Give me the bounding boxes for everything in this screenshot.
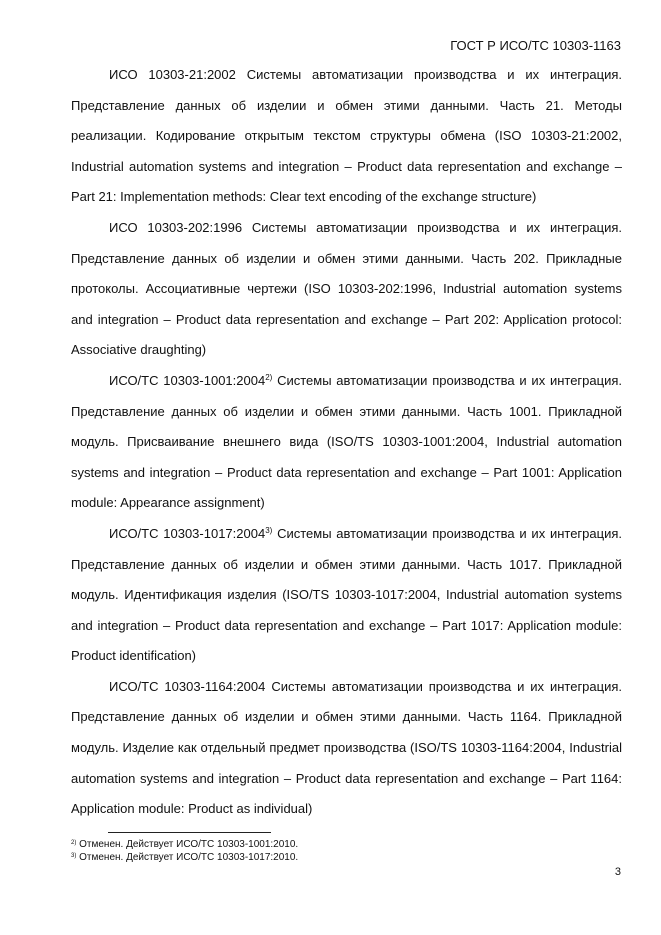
footnotes xyxy=(71,838,622,864)
footnote-divider xyxy=(108,832,271,833)
reference-paragraph xyxy=(71,366,622,519)
reference-paragraph xyxy=(71,213,622,366)
reference-paragraph xyxy=(71,672,622,825)
footnote xyxy=(71,838,622,851)
standard-reference: ИСО/ТС 10303-1001:2004$^{2)}$ xyxy=(109,372,273,388)
page-number: 3 xyxy=(614,866,621,878)
standard-description: Системы автоматизации производства и их интеграция. Представление данных об изделии и обмен этими данными. Часть 1017. Прикладной модуль. Идентификация изделия (ISO/TS 10303-1017:2004, Industrial automation systems and integration – Product data representation and exchange – Part 1017: Application module: Product identification) xyxy=(71,525,622,664)
standard-description: Системы автоматизации производства и их интеграция. Представление данных об изделии и обмен этими данными. Часть 1164. Прикладной модуль. Изделие как отдельный предмет производства (ISO/TS 10303-1164:2004, Industrial automation systems and integration – Product data representation and exchange – Part 1164: Application module: Product as individual) xyxy=(71,678,623,817)
footnote-text: Отменен. Действует ИСО/ТС 10303-1001:2010. xyxy=(79,839,299,850)
standard-reference: ИСО/ТС 10303-1164:2004 xyxy=(109,678,266,694)
reference-paragraph xyxy=(71,519,622,672)
footnote-mark: 3) xyxy=(71,853,77,859)
document-header: ГОСТ Р ИСО/ТС 10303-1163 xyxy=(450,38,621,53)
footnote-mark: 3) xyxy=(265,525,273,535)
footnote-mark: 2) xyxy=(71,840,77,846)
footnote-text: Отменен. Действует ИСО/ТС 10303-1017:2010. xyxy=(79,852,299,863)
document-body xyxy=(71,60,622,825)
footnote-mark: 2) xyxy=(265,372,273,382)
standard-reference: ИСО 10303-202:1996 xyxy=(109,219,243,235)
standard-description: Системы автоматизации производства и их интеграция. Представление данных об изделии и обмен этими данными. Часть 1001. Прикладной модуль. Присваивание внешнего вида (ISO/TS 10303-1001:2004, Industrial automation systems and integration – Product data representation and exchange – Part 1001: Application module: Appearance assignment) xyxy=(71,372,622,511)
standard-description: Системы автоматизации производства и их интеграция. Представление данных об изделии и обмен этими данными. Часть 21. Методы реализации. Кодирование открытым текстом структуры обмена (ISO 10303-21:2002, Industrial automation systems and integration – Product data representation and exchange – Part 21: Implementation methods: Clear text encoding of the exchange structure) xyxy=(71,67,622,205)
footnote xyxy=(71,851,622,864)
standard-description: Системы автоматизации производства и их интеграция. Представление данных об изделии и обмен этими данными. Часть 202. Прикладные протоколы. Ассоциативные чертежи (ISO 10303-202:1996, Industrial automation systems and integration – Product data representation and exchange – Part 202: Application protocol: Associative draughting) xyxy=(71,219,622,358)
reference-paragraph xyxy=(71,60,622,213)
standard-reference: ИСО 10303-21:2002 xyxy=(109,67,236,82)
standard-reference: ИСО/ТС 10303-1017:2004$^{3)}$ xyxy=(109,525,273,541)
